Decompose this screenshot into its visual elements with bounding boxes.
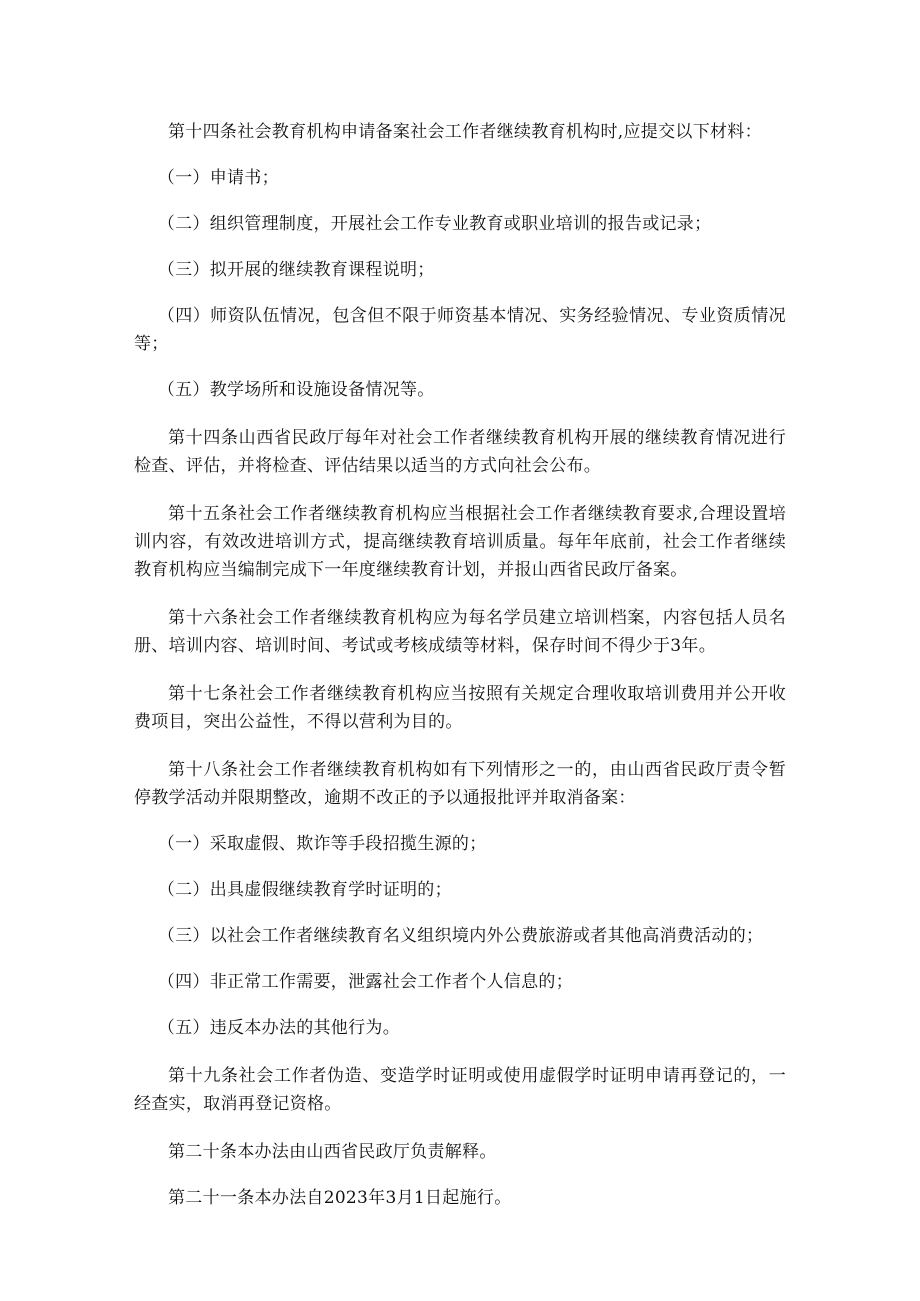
article-19-paragraph: 第十九条社会工作者伪造、变造学时证明或使用虚假学时证明申请再登记的，一经查实，取消再登记资格。 — [134, 1066, 786, 1114]
article-21-paragraph: 第二十一条本办法自2023年3月1日起施行。 — [168, 1188, 512, 1208]
article-14-item-5: （五）教学场所和设施设备情况等。 — [157, 380, 435, 400]
article-14-item-4: （四）师资队伍情况，包含但不限于师资基本情况、实务经验情况、专业资质情况等； — [134, 306, 786, 354]
article-16-paragraph: 第十六条社会工作者继续教育机构应为每名学员建立培训档案，内容包括人员名册、培训内容、培训时间、考试或考核成绩等材料，保存时间不得少于3年。 — [134, 608, 786, 656]
article-18-item-1: （一）采取虚假、欺诈等手段招揽生源的； — [157, 834, 487, 854]
article-17-paragraph: 第十七条社会工作者继续教育机构应当按照有关规定合理收取培训费用并公开收费项目，突出公益性，不得以营利为目的。 — [134, 684, 786, 732]
article-14-item-2: （二）组织管理制度，开展社会工作专业教育或职业培训的报告或记录； — [157, 214, 712, 234]
article-14-item-3: （三）拟开展的继续教育课程说明； — [157, 260, 435, 280]
article-14-intro: 第十四条社会教育机构申请备案社会工作者继续教育机构时,应提交以下材料： — [168, 122, 762, 142]
article-18-item-5: （五）违反本办法的其他行为。 — [157, 1018, 400, 1038]
article-15-paragraph: 第十五条社会工作者继续教育机构应当根据社会工作者继续教育要求,合理设置培训内容，有效改进培训方式，提高继续教育培训质量。每年年底前，社会工作者继续教育机构应当编制完成下一年度继续教育计划，并报山西省民政厅备案。 — [134, 504, 786, 580]
article-14-item-1: （一）申请书； — [157, 168, 279, 188]
article-18-item-4: （四）非正常工作需要，泄露社会工作者个人信息的； — [157, 972, 573, 992]
article-18-item-3: （三）以社会工作者继续教育名义组织境内外公费旅游或者其他高消费活动的； — [157, 926, 764, 946]
article-18-item-2: （二）出具虚假继续教育学时证明的； — [157, 880, 452, 900]
article-14b-paragraph: 第十四条山西省民政厅每年对社会工作者继续教育机构开展的继续教育情况进行检查、评估，并将检查、评估结果以适当的方式向社会公布。 — [134, 428, 786, 476]
article-18-intro: 第十八条社会工作者继续教育机构如有下列情形之一的，由山西省民政厅责令暂停教学活动并限期整改，逾期不改正的予以通报批评并取消备案： — [134, 760, 786, 808]
article-20-paragraph: 第二十条本办法由山西省民政厅负责解释。 — [168, 1142, 497, 1162]
